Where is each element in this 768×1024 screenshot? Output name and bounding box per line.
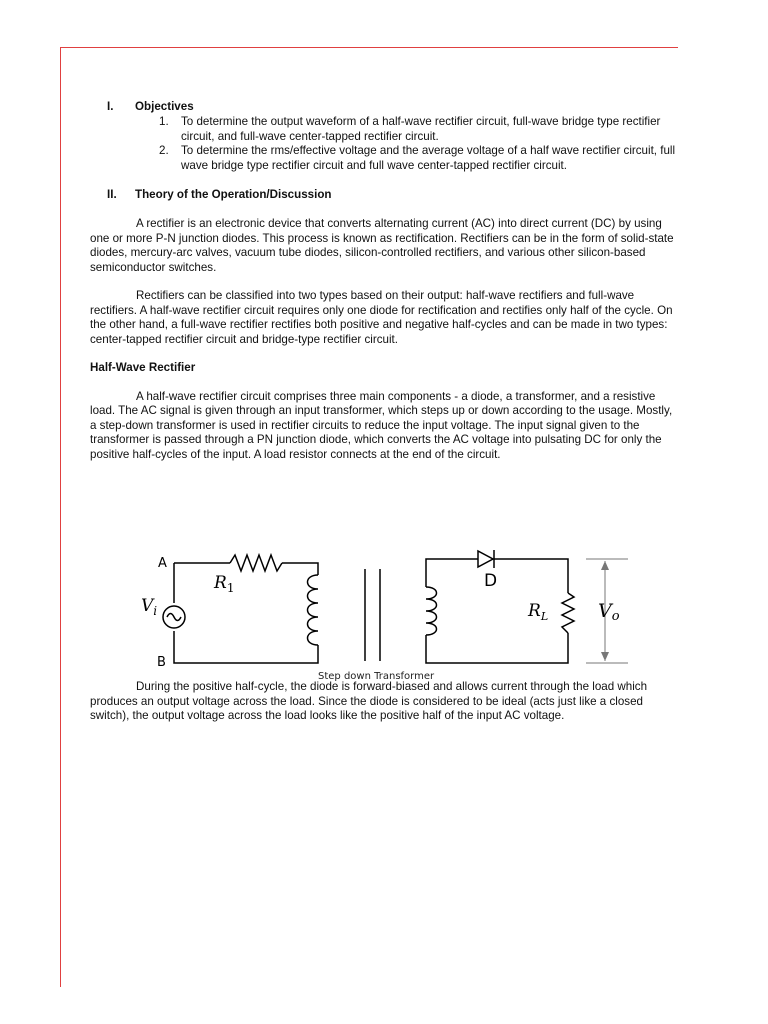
section-title: Theory of the Operation/Discussion	[135, 188, 332, 201]
section-number: II.	[107, 188, 117, 201]
wire	[426, 559, 478, 587]
paragraph: A rectifier is an electronic device that converts alternating current (AC) into direct current (DC) by using one or more P-N junction diodes. This process is known as rectification. Rectifiers can be in the form of solid-state diodes, mercury-arc valves, vacuum tube diodes, silicon-controlled rectifiers, and various other silicon-based semiconductor switches.	[90, 217, 674, 274]
circuit-svg	[138, 545, 650, 687]
section-heading-objectives	[90, 100, 680, 115]
resistor-rl	[562, 593, 574, 633]
list-item	[90, 115, 680, 144]
label-vo	[598, 600, 620, 624]
wire	[174, 631, 318, 663]
resistor-r1	[230, 555, 282, 571]
diagram-caption: Step down Transformer	[318, 671, 435, 682]
wire	[426, 633, 568, 663]
primary-coil	[308, 575, 319, 645]
secondary-coil	[426, 587, 437, 635]
wire	[282, 563, 318, 575]
r1-sub: 1	[226, 581, 235, 595]
paragraph: Rectifiers can be classified into two types based on their output: half-wave rectifiers and full-wave rectifiers. A half-wave rectifier circuit requires only one diode for rectification and rectifies only half of the cycle. On the other hand, a full-wave rectifier rectifies both positive and negative half-cycles and can be made in two types: center-tapped rectifier circuit and bridge-type rectifier circuit.	[90, 289, 673, 346]
sine-symbol	[167, 614, 181, 621]
paragraph: During the positive half-cycle, the diode is forward-biased and allows current through the load which produces an output voltage across the load. Since the diode is considered to be ideal (acts just like a closed switch), the output voltage across the load looks like the positive half of the input AC voltage.	[90, 680, 648, 722]
vo-arrowhead	[601, 561, 609, 570]
margin-line-left	[60, 47, 61, 987]
list-item-number: 1.	[159, 115, 169, 128]
vo-arrowhead	[601, 652, 609, 661]
section-heading-theory	[90, 188, 680, 203]
label-r1	[213, 573, 234, 595]
label-a: A	[158, 556, 167, 571]
section-title: Objectives	[135, 100, 194, 113]
margin-line-top	[60, 47, 678, 48]
paragraph: A half-wave rectifier circuit comprises three main components - a diode, a transformer, and a resistive load. The AC signal is given through an input transformer, which steps up or down according to the usage. Mostly, a step-down transformer is used in rectifier circuits to reduce the input voltage. The input signal given to the transformer is passed through a PN junction diode, which converts the AC voltage into pulsating DC for only the positive half-cycles of the input. A load resistor connects at the end of the circuit.	[90, 389, 673, 461]
half-wave-rectifier-diagram	[138, 545, 650, 687]
list-item-number: 2.	[159, 144, 169, 157]
wire	[494, 559, 568, 593]
r1-main: R	[214, 573, 227, 593]
vo-main: V	[598, 600, 612, 622]
list-item-text: To determine the rms/effective voltage and the average voltage of a half wave rectifier circuit, full wave bridge type rectifier circuit and full wave center-tapped rectifier circuit.	[181, 144, 676, 172]
label-b: B	[157, 655, 166, 670]
list-item	[90, 144, 680, 173]
subheading-half-wave: Half-Wave Rectifier	[90, 361, 196, 374]
section-number: I.	[107, 100, 114, 113]
diode	[478, 551, 493, 567]
rl-sub: L	[540, 610, 549, 623]
vo-sub: o	[611, 609, 620, 624]
vi-sub: i	[153, 604, 158, 618]
label-vi	[141, 596, 157, 618]
objectives-list	[90, 115, 680, 173]
label-d: D	[484, 571, 498, 591]
label-rl	[527, 601, 548, 623]
vi-main: V	[141, 596, 154, 616]
rl-main: R	[528, 601, 541, 621]
list-item-text: To determine the output waveform of a half-wave rectifier circuit, full-wave bridge type rectifier circuit, and full-wave center-tapped rectifier circuit.	[181, 115, 661, 143]
